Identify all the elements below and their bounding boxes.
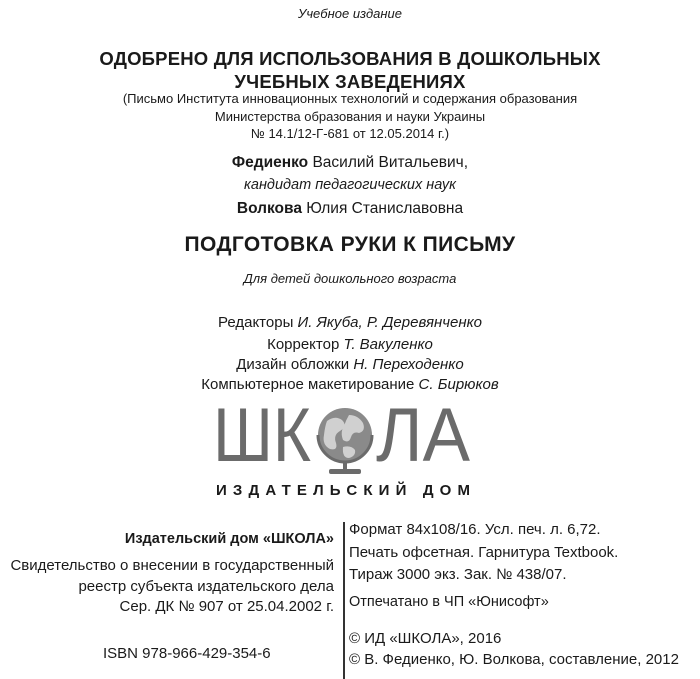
copyright-line1: © ИД «ШКОЛА», 2016	[349, 630, 502, 647]
edition-label: Учебное издание	[298, 6, 402, 21]
layout-name: С. Бирюков	[418, 376, 499, 393]
approval-note-line3: № 14.1/12-Г-681 от 12.05.2014 г.)	[250, 126, 450, 141]
credit-cover	[0, 356, 700, 373]
author1	[0, 154, 700, 172]
logo-wordmark-right: ЛА	[376, 395, 471, 478]
spec-line1: Формат 84x108/16. Усл. печ. л. 6,72.	[349, 521, 601, 538]
printed-by: Отпечатано в ЧП «Юнисофт»	[349, 594, 549, 610]
editors-role: Редакторы	[218, 314, 294, 331]
audience-label: Для детей дошкольного возраста	[243, 271, 457, 286]
approval-title-line1: ОДОБРЕНО ДЛЯ ИСПОЛЬЗОВАНИЯ В ДОШКОЛЬНЫХ	[99, 48, 601, 69]
cover-role: Дизайн обложки	[236, 356, 350, 373]
publisher-cert-line2: реестр субъекта издательского дела	[78, 578, 334, 595]
isbn: ISBN 978-966-429-354-6	[103, 645, 271, 662]
editors-names: И. Якуба, Р. Деревянченко	[297, 314, 482, 331]
approval-note-line2: Министерства образования и науки Украины	[214, 108, 486, 124]
approval-title	[0, 47, 700, 93]
credit-layout	[0, 376, 700, 393]
approval-note-line1: (Письмо Института инновационных технологий и содержания образования	[122, 91, 578, 106]
spec-line3: Тираж 3000 экз. Зак. № 438/07.	[349, 566, 567, 583]
logo-subtitle: ИЗДАТЕЛЬСКИЙ ДОМ	[216, 482, 470, 499]
logo-wordmark-left: ШК	[213, 395, 311, 478]
credit-editors	[0, 314, 700, 331]
author2	[0, 200, 700, 218]
approval-note	[0, 90, 700, 143]
author1-names: Василий Витальевич,	[312, 154, 469, 171]
publisher-logo	[0, 395, 700, 505]
author2-surname: Волкова	[236, 200, 302, 217]
publisher-name: Издательский дом «ШКОЛА»	[124, 531, 334, 547]
author1-degree: кандидат педагогических наук	[244, 177, 456, 193]
publisher-cert-line1: Свидетельство о внесении в государственный	[10, 557, 334, 574]
author2-names: Юлия Станиславовна	[306, 200, 464, 217]
corrector-name: Т. Вакуленко	[343, 336, 433, 353]
globe-icon	[318, 408, 372, 474]
author1-surname: Федиенко	[231, 154, 309, 171]
book-title: ПОДГОТОВКА РУКИ К ПИСЬМУ	[184, 233, 516, 256]
spec-line2: Печать офсетная. Гарнитура Textbook.	[349, 544, 619, 561]
cover-name: Н. Переходенко	[353, 356, 464, 373]
column-divider	[343, 522, 345, 679]
layout-role: Компьютерное макетирование	[201, 376, 415, 393]
publisher-cert-line3: Сер. ДК № 907 от 25.04.2002 г.	[119, 598, 334, 615]
corrector-role: Корректор	[267, 336, 340, 353]
copyright-line2: © В. Федиенко, Ю. Волкова, составление, 2012	[349, 651, 679, 668]
approval-title-line2: УЧЕБНЫХ ЗАВЕДЕНИЯХ	[234, 71, 466, 92]
credit-corrector	[0, 336, 700, 353]
